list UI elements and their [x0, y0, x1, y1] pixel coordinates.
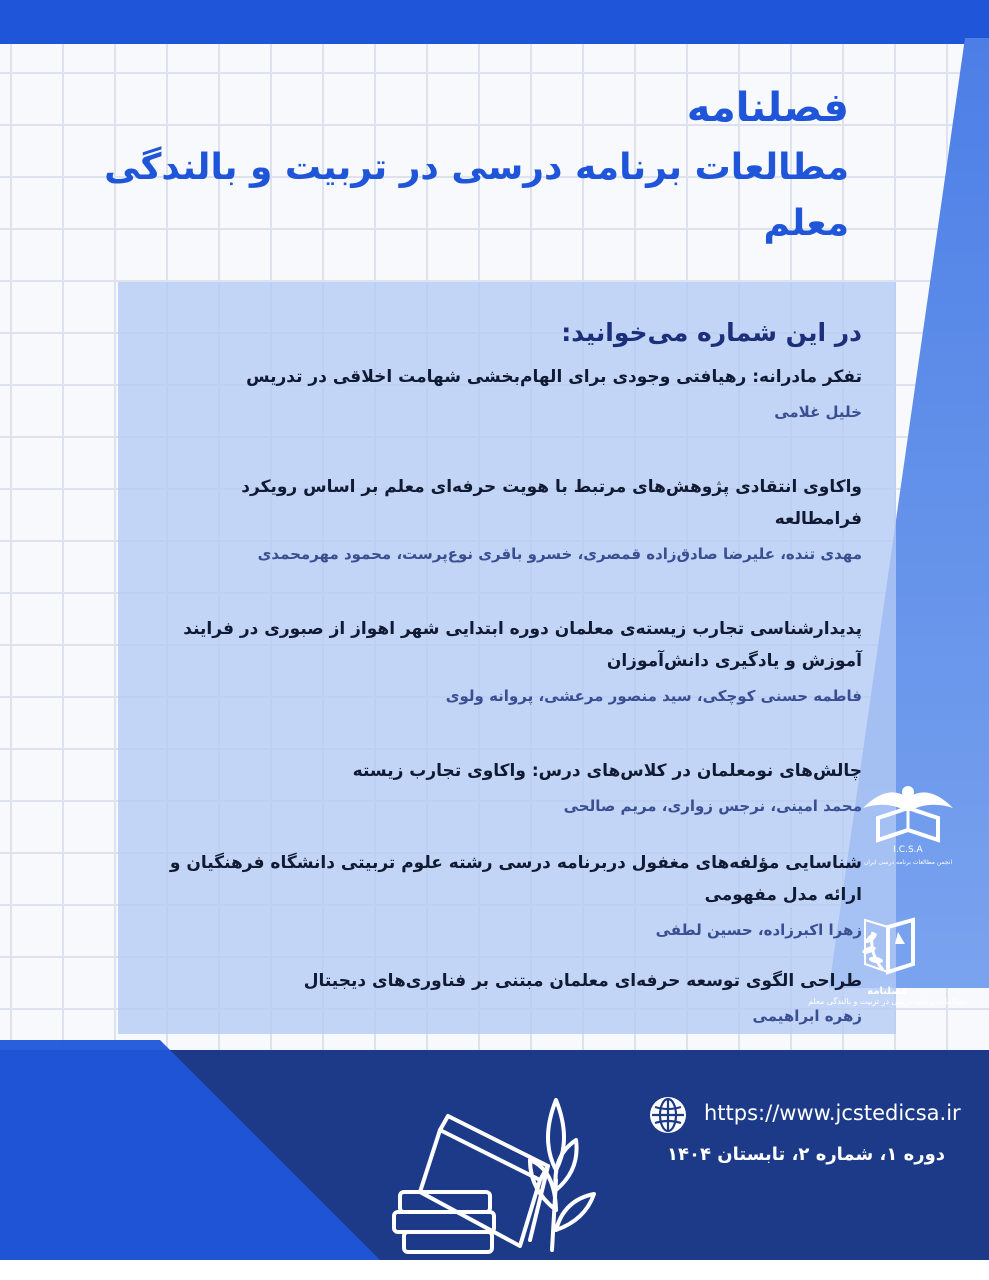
article-title: چالش‌های نومعلمان در کلاس‌های درس: واکاوی تجارب زیسته: [352, 761, 862, 781]
icsa-name: انجمن مطالعات برنامه درسی ایران: [863, 859, 953, 866]
journal-title: [49, 80, 849, 252]
title-line-2: مطالعات برنامه درسی در تربیت و بالندگی معلم: [104, 147, 849, 244]
article-title: واکاوی انتقادی پژوهش‌های مرتبط با هویت حرفه‌ای معلم بر اساس رویکرد فرامطالعه: [241, 477, 862, 529]
website-url[interactable]: https://www.jcstedicsa.ir: [704, 1101, 961, 1125]
article-item: [152, 613, 862, 711]
article-item: [152, 965, 862, 1031]
contents-list: [152, 318, 862, 1031]
globe-icon: [648, 1095, 688, 1135]
contents-heading: در این شماره می‌خوانید:: [561, 318, 862, 347]
article-authors: زهره ابراهیمی: [752, 1007, 862, 1025]
title-line-1: فصلنامه: [686, 85, 849, 131]
article-title: تفکر مادرانه: رهیافتی وجودی برای الهام‌بخشی شهامت اخلاقی در تدریس: [246, 367, 862, 387]
article-authors: مهدی تنده، علیرضا صادق‌زاده قمصری، خسرو باقری نوع‌پرست، محمود مهرمحمدی: [257, 545, 862, 563]
article-item: [152, 471, 862, 569]
article-authors: خلیل غلامی: [774, 403, 862, 421]
article-item: [152, 361, 862, 427]
article-title: طراحی الگوی توسعه حرفه‌ای معلمان مبتنی بر فناوری‌های دیجیتال: [303, 971, 862, 991]
journal-logo-mark: [843, 912, 933, 982]
icsa-abbr: I.C.S.A: [893, 845, 923, 855]
website-row[interactable]: [648, 1095, 968, 1135]
article-item: [152, 847, 862, 945]
article-title: شناسایی مؤلفه‌های مغفول دربرنامه درسی رشته علوم تربیتی دانشگاه فرهنگیان و ارائه مدل مفهومی: [169, 853, 862, 905]
journal-logo-subtitle: مطالعات برنامه درسی در تربیت و بالندگی معلم: [808, 997, 967, 1006]
article-authors: محمد امینی، نرجس زواری، مریم صالحی: [563, 797, 862, 815]
bottom-white-edge: [0, 1260, 989, 1280]
icsa-logo: [848, 778, 968, 868]
article-authors: زهرا اکبرزاده، حسین لطفی: [655, 921, 862, 939]
article-item: [152, 755, 862, 821]
books-plant-illustration: [380, 1060, 610, 1260]
contents-panel: [118, 282, 896, 1034]
journal-logo-name: فصلنامه: [867, 986, 908, 997]
article-title: پدیدارشناسی تجارب زیسته‌ی معلمان دوره ابتدایی شهر اهواز از صبوری در فرایند آموزش و یادگیری دانش‌آموزان: [183, 619, 862, 671]
issue-info: دوره ۱، شماره ۲، تابستان ۱۴۰۴: [667, 1144, 945, 1165]
article-authors: فاطمه حسنی کوچکی، سید منصور مرعشی، پروانه ولوی: [445, 687, 862, 705]
journal-logo: [790, 912, 985, 1022]
top-blue-bar: [0, 0, 989, 44]
